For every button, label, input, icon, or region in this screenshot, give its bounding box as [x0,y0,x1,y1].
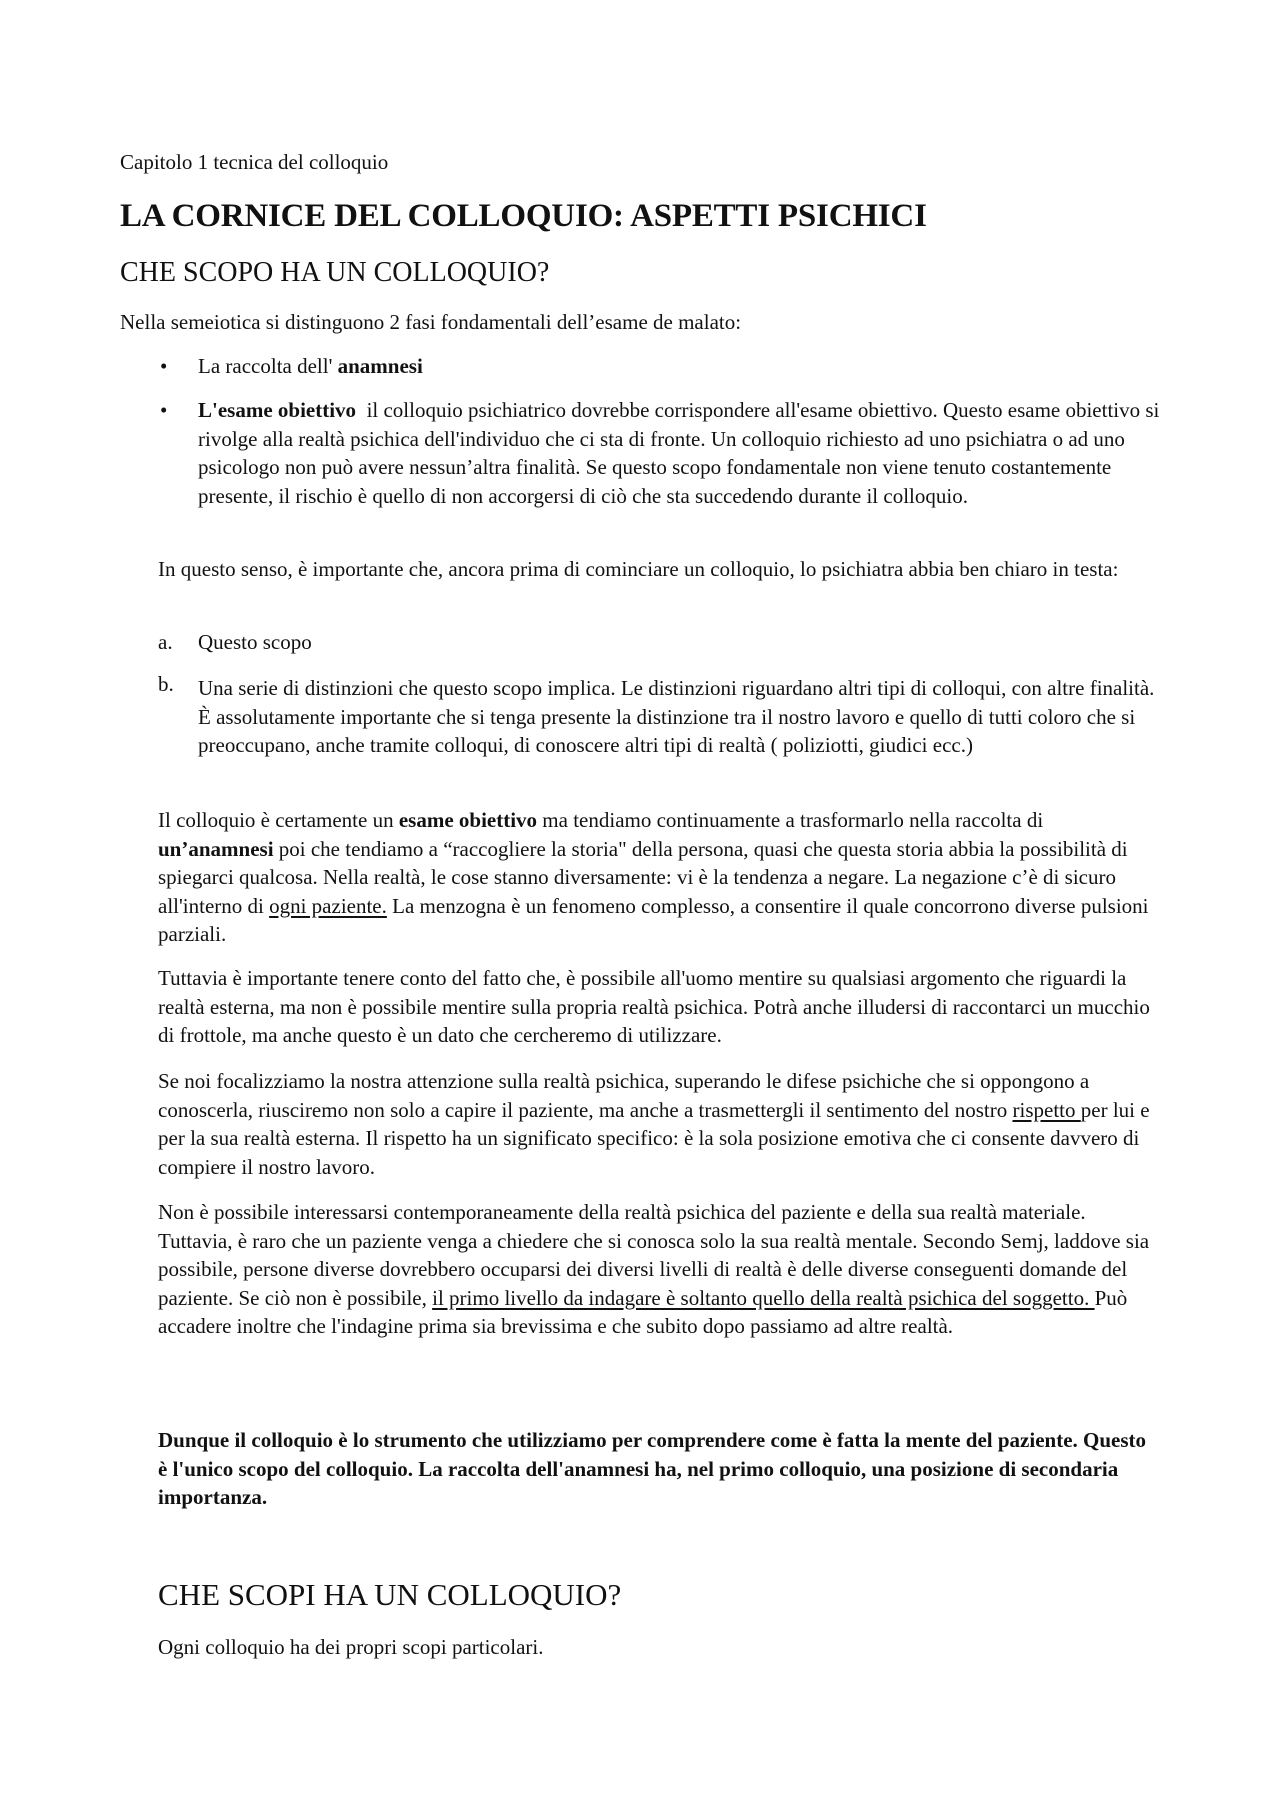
lettered-item-b [158,674,1158,760]
bullet-bold: anamnesi [337,354,423,378]
list-text: Questo scopo [198,630,312,654]
p2-text: ma tendiamo continuamente a trasformarlo nella raccolta di [537,808,1044,832]
paragraph-1: In questo senso, è importante che, ancora prima di cominciare un colloquio, lo psichiatra abbia ben chiaro in testa: [158,557,1119,581]
bullet-text: La raccolta dell' [198,354,333,378]
paragraph-6: Ogni colloquio ha dei propri scopi particolari. [158,1635,544,1659]
p5-text: Non è possibile interessarsi contemporaneamente della realtà psichica del paziente e della sua realtà materiale. Tuttavia, è raro che un paziente venga a chiedere che si conosca solo la sua realtà mentale. Secondo Semj, laddove sia possibile, persone diverse dovrebbero occuparsi dei diversi livelli di realtà è delle diverse conseguenti domande del paziente. Se ciò non è possibile, [158,1200,1150,1310]
p2-bold: un’anamnesi [158,836,274,861]
lettered-item-a [158,628,1158,657]
conclusion-paragraph: Dunque il colloquio è lo strumento che utilizziamo per comprendere come è fatta la mente del paziente. Questo è l'unico scopo del colloquio. La raccolta dell'anamnesi ha, nel primo colloquio, una posizione di secondaria importanza. [158,1428,1147,1509]
list-marker: b. [158,672,174,696]
p2-underline: ogni paziente. [269,893,387,918]
p2-text: poi che tendiamo a “raccogliere la storia" della persona, quasi che questa storia abbia la possibilità di spiegarci qualcosa. Nella realtà, le cose stanno diversamente: vi è la tendenza a negare. La negazione c’è di sicuro all'interno di [158,836,1128,918]
p5-text: Può accadere inoltre che l'indagine prima sia brevissima e che subito dopo passiamo ad altre realtà. [158,1285,1128,1338]
p4-text: Se noi focalizziamo la nostra attenzione sulla realtà psichica, superando le difese psichiche che si oppongono a conoscerla, riusciremo non solo a capire il paziente, ma anche a trasmettergli il sentimento del nostro [158,1069,1090,1122]
bullet-item-anamnesi [160,352,1160,381]
p4-text: per lui e per la sua realtà esterna. Il rispetto ha un significato specifico: è la sola posizione emotiva che ci consente davvero di compiere il nostro lavoro. [158,1097,1150,1179]
intro-paragraph: Nella semeiotica si distinguono 2 fasi fondamentali dell’esame de malato: [120,310,742,334]
p2-text: La menzogna è un fenomeno complesso, a consentire il quale concorrono diverse pulsioni parziali. [158,893,1149,946]
bullet-marker: • [160,398,168,422]
paragraph-2 [158,806,1158,949]
paragraph-5 [158,1198,1158,1341]
section-heading: CHE SCOPO HA UN COLLOQUIO? [120,257,550,288]
p4-underline: rispetto [1012,1097,1081,1122]
section-heading-2: CHE SCOPI HA UN COLLOQUIO? [158,1577,622,1612]
bullet-marker: • [160,354,168,378]
list-text: Una serie di distinzioni che questo scopo implica. Le distinzioni riguardano altri tipi di colloqui, con altre finalità. È assolutamente importante che si tenga presente la distinzione tra il nostro lavoro e quello di tutti coloro che si preoccupano, anche tramite colloqui, di conoscere altri tipi di realtà ( poliziotti, giudici ecc.) [198,676,1155,757]
page-title: LA CORNICE DEL COLLOQUIO: ASPETTI PSICHICI [120,198,927,234]
paragraph-4 [158,1067,1158,1181]
chapter-label: Capitolo 1 tecnica del colloquio [120,150,389,174]
p2-text: Il colloquio è certamente un [158,808,399,832]
paragraph-3: Tuttavia è importante tenere conto del fatto che, è possibile all'uomo mentire su qualsiasi argomento che riguardi la realtà esterna, ma non è possibile mentire sulla propria realtà psichica. Potrà anche illudersi di raccontarci un mucchio di frottole, ma anche questo è un dato che cercheremo di utilizzare. [158,966,1150,1047]
bullet-text: il colloquio psichiatrico dovrebbe corrispondere all'esame obiettivo. Questo esame obiettivo si rivolge alla realtà psichica dell'individuo che ci sta di fronte. Un colloquio richiesto ad uno psichiatra o ad uno psicologo non può avere nessun’altra finalità. Se questo scopo fondamentale non viene tenuto costantemente presente, il rischio è quello di non accorgersi di ciò che sta succedendo durante il colloquio. [198,398,1165,508]
bullet-item-esame [160,396,1165,510]
list-marker: a. [158,630,173,654]
p5-underline: il primo livello da indagare è soltanto quello della realtà psichica del soggetto. [432,1285,1095,1310]
bullet-bold: L'esame obiettivo [198,398,357,422]
p2-bold: esame obiettivo [398,808,538,832]
